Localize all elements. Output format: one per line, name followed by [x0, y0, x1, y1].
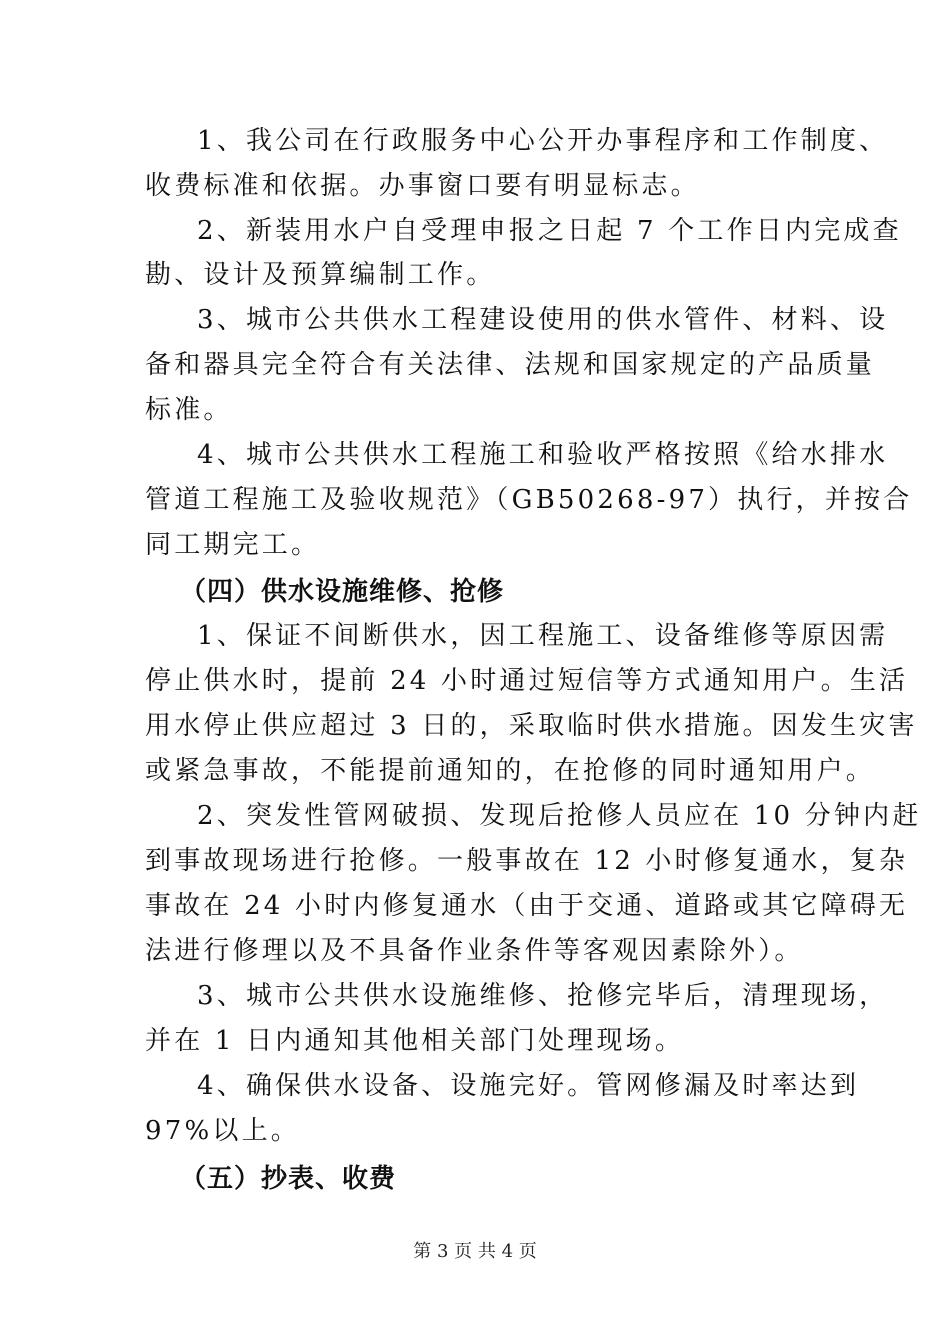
paragraph-line: 或紧急事故，不能提前通知的，在抢修的同时通知用户。 [145, 756, 876, 786]
paragraph-line: 1、我公司在行政服务中心公开办事程序和工作制度、 [197, 126, 889, 156]
paragraph-line: 97%以上。 [145, 1116, 300, 1146]
paragraph-line: 2、新装用水户自受理申报之日起 7 个工作日内完成查 [197, 216, 902, 246]
paragraph-line: 并在 1 日内通知其他相关部门处理现场。 [145, 1026, 685, 1056]
paragraph-line: 管道工程施工及验收规范》（GB50268-97）执行，并按合 [145, 485, 913, 515]
paragraph-line: 标准。 [145, 395, 233, 425]
page-number-footer: 第 3 页 共 4 页 [413, 1241, 537, 1262]
paragraph-line: 停止供水时，提前 24 小时通过短信等方式通知用户。生活 [145, 666, 909, 696]
paragraph-line: 2、突发性管网破损、发现后抢修人员应在 10 分钟内赶 [197, 801, 922, 831]
paragraph-line: 3、城市公共供水工程建设使用的供水管件、材料、设 [197, 305, 889, 335]
paragraph-line: 备和器具完全符合有关法律、法规和国家规定的产品质量 [145, 350, 876, 380]
section-heading: （四）供水设施维修、抢修 [180, 577, 505, 607]
paragraph-line: 同工期完工。 [145, 530, 321, 560]
paragraph-line: 法进行修理以及不具备作业条件等客观因素除外）。 [145, 936, 804, 966]
paragraph-line: 1、保证不间断供水，因工程施工、设备维修等原因需 [197, 621, 889, 651]
section-heading: （五）抄表、收费 [180, 1164, 397, 1194]
paragraph-line: 4、城市公共供水工程施工和验收严格按照《给水排水 [197, 440, 889, 470]
paragraph-line: 勘、设计及预算编制工作。 [145, 260, 496, 290]
paragraph-line: 到事故现场进行抢修。一般事故在 12 小时修复通水，复杂 [145, 846, 909, 876]
paragraph-line: 事故在 24 小时内修复通水（由于交通、道路或其它障碍无 [145, 891, 909, 921]
paragraph-line: 3、城市公共供水设施维修、抢修完毕后，清理现场， [197, 981, 889, 1011]
paragraph-line: 收费标准和依据。办事窗口要有明显标志。 [145, 171, 700, 201]
paragraph-line: 用水停止供应超过 3 日的，采取临时供水措施。因发生灾害 [145, 711, 918, 741]
paragraph-line: 4、确保供水设备、设施完好。管网修漏及时率达到 [197, 1071, 860, 1101]
